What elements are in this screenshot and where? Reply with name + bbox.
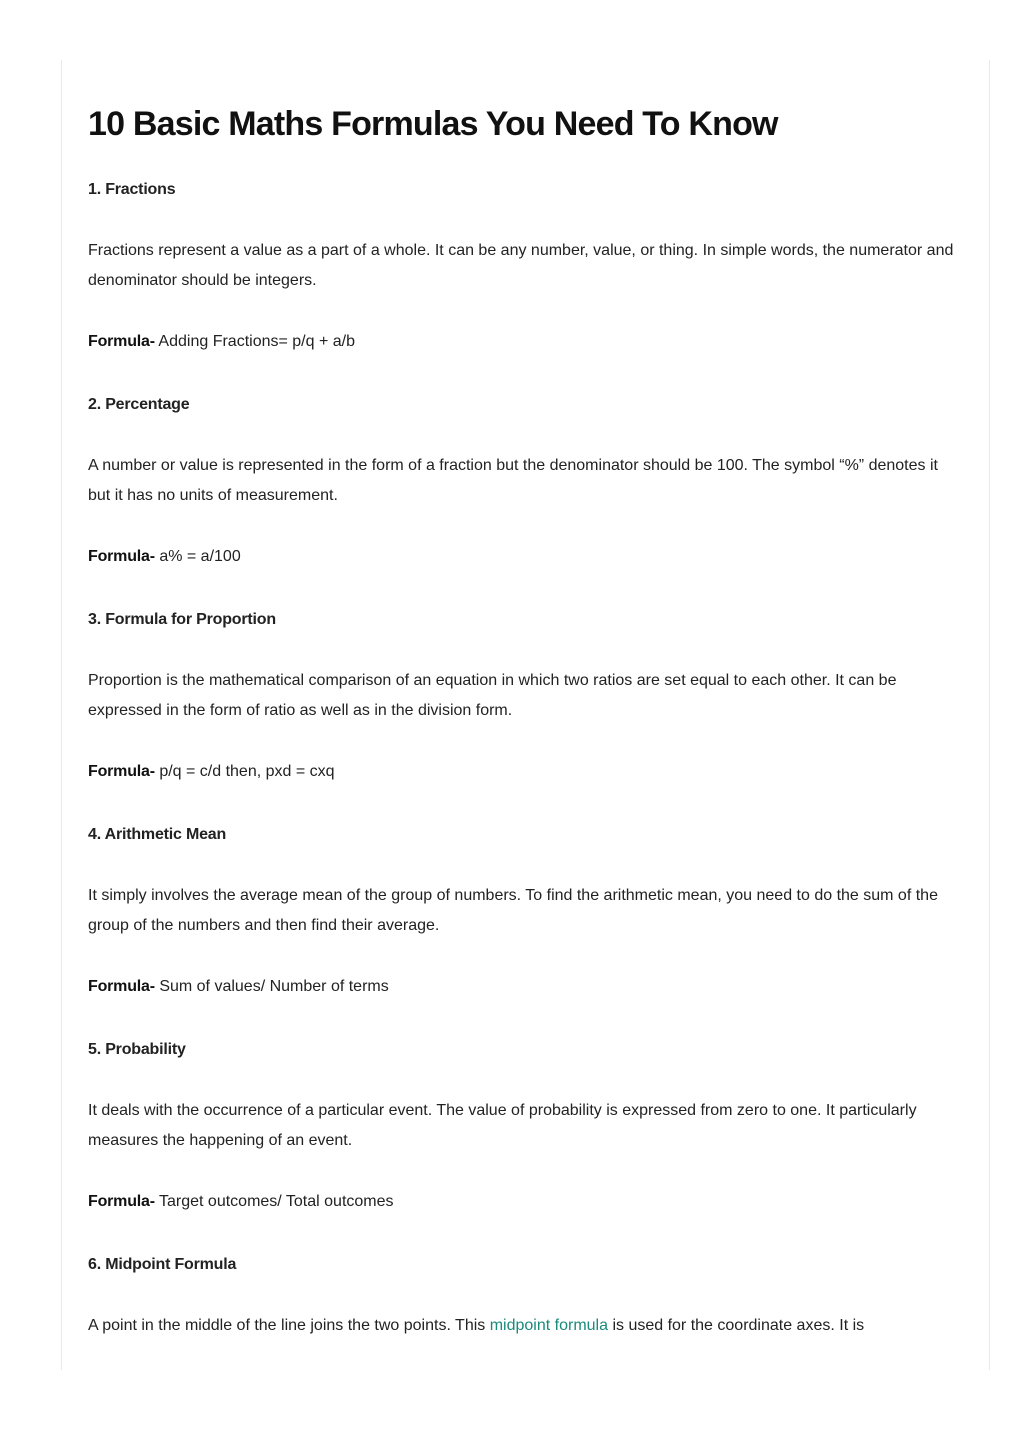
formula-text: Target outcomes/ Total outcomes <box>159 1193 394 1210</box>
body-text: A point in the middle of the line joins the two points. This <box>88 1317 490 1334</box>
section-body-fractions: Fractions represent a value as a part of a whole. It can be any number, value, or thing. In simple words, the numerator and denominator should be integers. <box>88 242 954 289</box>
section-formula-arithmetic-mean <box>88 976 961 998</box>
section-formula-fractions <box>88 331 961 353</box>
body-text: is used for the coordinate axes. It is <box>608 1317 865 1334</box>
section-heading-percentage: 2. Percentage <box>88 396 190 413</box>
section-body-percentage: A number or value is represented in the form of a fraction but the denominator should be 100. The symbol “%” denotes it but it has no units of measurement. <box>88 457 938 504</box>
section-body-proportion: Proportion is the mathematical comparison of an equation in which two ratios are set equal to each other. It can be expressed in the form of ratio as well as in the division form. <box>88 672 897 719</box>
page-title: 10 Basic Maths Formulas You Need To Know <box>88 105 778 143</box>
formula-text: Sum of values/ Number of terms <box>159 978 389 995</box>
article-card <box>61 60 990 1370</box>
section-body-probability: It deals with the occurrence of a particular event. The value of probability is expressed from zero to one. It particularly measures the happening of an event. <box>88 1102 917 1149</box>
section-body-midpoint <box>88 1311 961 1341</box>
formula-text: a% = a/100 <box>159 548 241 565</box>
section-formula-percentage <box>88 546 961 568</box>
formula-label: Formula- <box>88 333 155 350</box>
section-heading-probability: 5. Probability <box>88 1041 186 1058</box>
section-formula-proportion <box>88 761 961 783</box>
section-body-arithmetic-mean: It simply involves the average mean of the group of numbers. To find the arithmetic mean, you need to do the sum of the group of the numbers and then find their average. <box>88 887 938 934</box>
article-content <box>88 60 961 1341</box>
section-heading-arithmetic-mean: 4. Arithmetic Mean <box>88 826 227 843</box>
formula-label: Formula- <box>88 1193 155 1210</box>
formula-label: Formula- <box>88 978 155 995</box>
formula-text: p/q = c/d then, pxd = cxq <box>159 763 335 780</box>
formula-text: Adding Fractions= p/q + a/b <box>158 333 355 350</box>
midpoint-formula-link[interactable]: midpoint formula <box>489 1317 608 1334</box>
section-formula-probability <box>88 1191 961 1213</box>
formula-label: Formula- <box>88 548 155 565</box>
section-heading-proportion: 3. Formula for Proportion <box>88 611 276 628</box>
section-heading-midpoint: 6. Midpoint Formula <box>88 1256 237 1273</box>
formula-label: Formula- <box>88 763 155 780</box>
section-heading-fractions: 1. Fractions <box>88 181 176 198</box>
